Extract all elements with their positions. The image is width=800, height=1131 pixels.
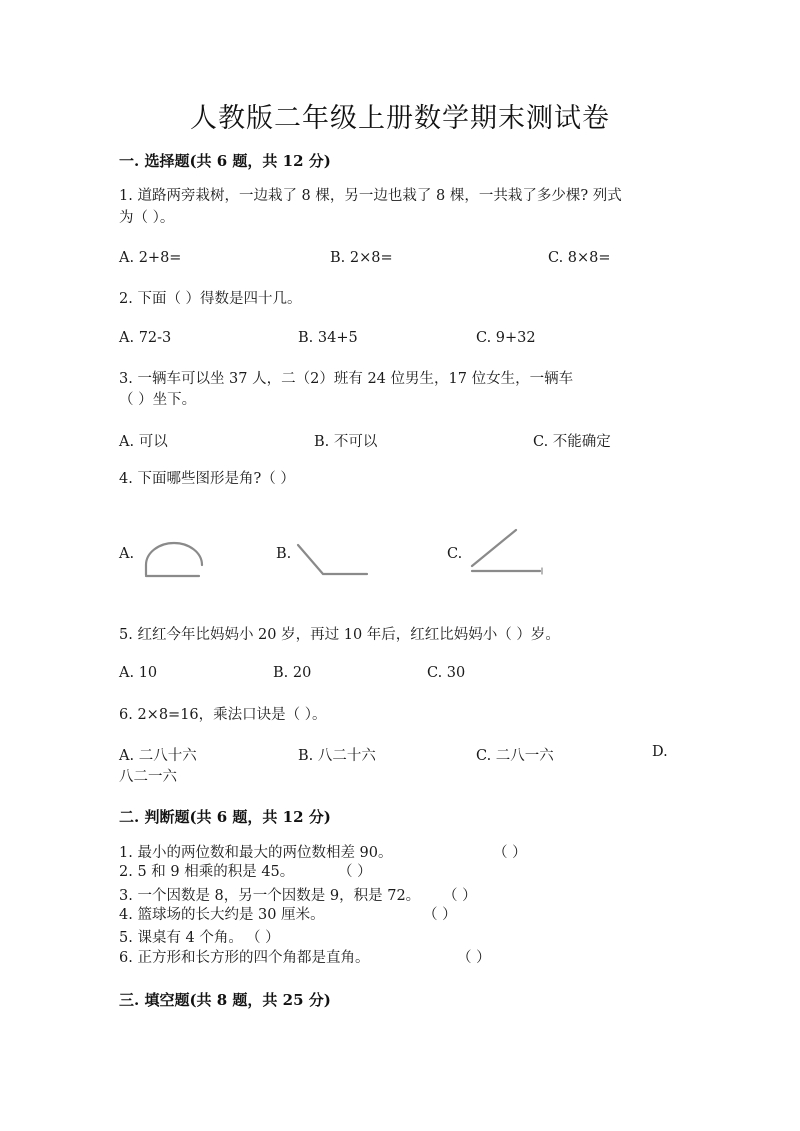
- question-5-option-b: B. 20: [273, 665, 312, 681]
- question-6-option-b: B. 八二十六: [298, 748, 376, 764]
- question-2-option-c: C. 9+32: [476, 330, 536, 346]
- question-4-option-b: B.: [276, 546, 292, 562]
- question-3-line-1: 3. 一辆车可以坐 37 人，二（2）班有 24 位男生，17 位女生，一辆车: [119, 371, 574, 387]
- question-1-option-b: B. 2×8=: [330, 250, 393, 266]
- question-4-text: 4. 下面哪些图形是角?（ ）: [119, 471, 295, 487]
- question-1-line-1: 1. 道路两旁栽树，一边栽了 8 棵，另一边也栽了 8 棵，一共栽了多少棵? 列式: [119, 188, 622, 204]
- section-heading-judgement: 二. 判断题(共 6 题，共 12 分): [119, 808, 331, 826]
- question-2-option-b: B. 34+5: [298, 330, 358, 346]
- question-6-text: 6. 2×8=16，乘法口诀是（ ）。: [119, 707, 327, 723]
- obtuse-angle-figure: [290, 540, 372, 580]
- question-5-option-a: A. 10: [119, 665, 158, 681]
- question-6-option-c: C. 二八一六: [476, 748, 554, 764]
- judge-item-2: 2. 5 和 9 相乘的积是 45。: [119, 864, 295, 880]
- judge-item-1: 1. 最小的两位数和最大的两位数相差 90。: [119, 845, 393, 861]
- question-5-text: 5. 红红今年比妈妈小 20 岁，再过 10 年后，红红比妈妈小（ ）岁。: [119, 627, 560, 643]
- judge-item-3-answer-paren: （ ）: [443, 888, 477, 904]
- judge-item-1-answer-paren: （ ）: [493, 845, 527, 861]
- question-1-option-a: A. 2+8=: [119, 250, 182, 266]
- question-4-option-a: A.: [119, 546, 135, 562]
- question-3-option-b: B. 不可以: [314, 434, 378, 450]
- question-3-option-a: A. 可以: [119, 434, 168, 450]
- acute-angle-figure: [466, 524, 548, 576]
- judge-item-2-answer-paren: （ ）: [338, 864, 372, 880]
- section-heading-choice: 一. 选择题(共 6 题，共 12 分): [119, 152, 331, 170]
- judge-item-6-answer-paren: （ ）: [457, 950, 491, 966]
- question-1-line-2: 为（ ）。: [119, 210, 175, 226]
- judge-item-4: 4. 篮球场的长大约是 30 厘米。: [119, 907, 325, 923]
- question-6-option-d-text: 八二一六: [119, 769, 177, 785]
- judge-item-5: 5. 课桌有 4 个角。: [119, 930, 243, 946]
- question-3-option-c: C. 不能确定: [533, 434, 611, 450]
- question-1-option-c: C. 8×8=: [548, 250, 611, 266]
- question-6-option-a: A. 二八十六: [119, 748, 197, 764]
- page-title: 人教版二年级上册数学期末测试卷: [190, 103, 610, 134]
- judge-item-5-answer-paren: （ ）: [246, 930, 280, 946]
- question-2-option-a: A. 72-3: [119, 330, 172, 346]
- semicircle-figure: [140, 535, 210, 585]
- judge-item-4-answer-paren: （ ）: [423, 907, 457, 923]
- judge-item-6: 6. 正方形和长方形的四个角都是直角。: [119, 950, 370, 966]
- question-4-option-c: C.: [447, 546, 463, 562]
- section-heading-fill-blank: 三. 填空题(共 8 题，共 25 分): [119, 991, 331, 1009]
- question-5-option-c: C. 30: [427, 665, 466, 681]
- question-6-option-d-label: D.: [652, 744, 668, 760]
- question-2-text: 2. 下面（ ）得数是四十几。: [119, 291, 302, 307]
- question-3-line-2: （ ）坐下。: [119, 392, 197, 408]
- judge-item-3: 3. 一个因数是 8，另一个因数是 9，积是 72。: [119, 888, 421, 904]
